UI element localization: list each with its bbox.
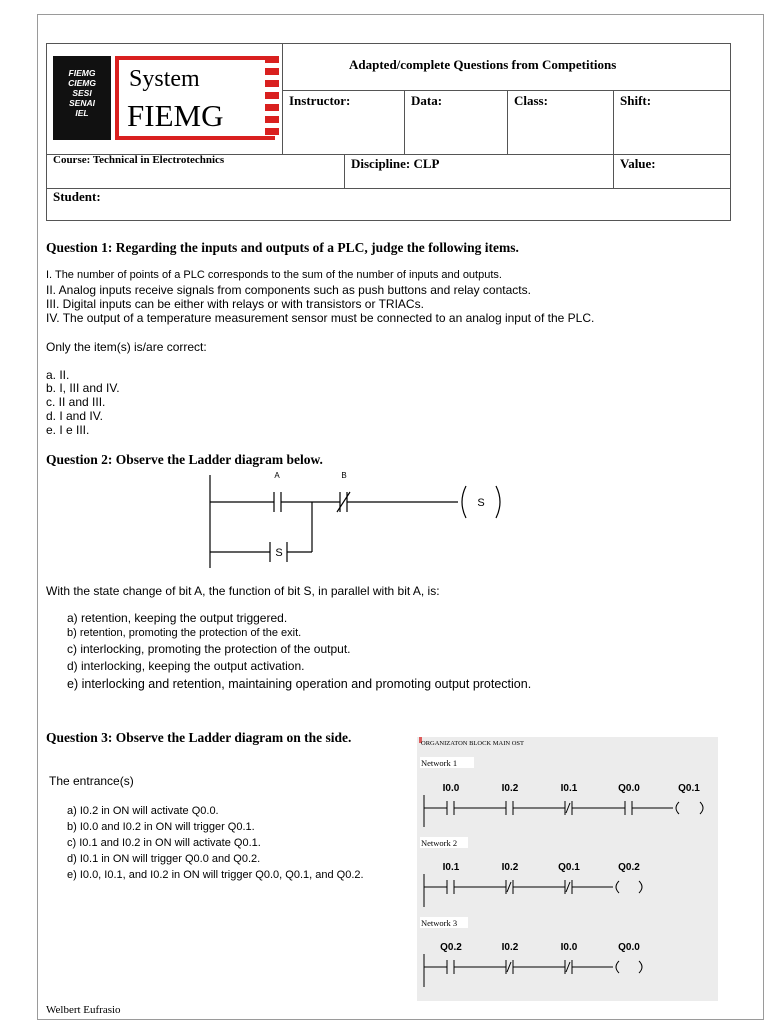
class-label: Class: [514,93,548,108]
q2-option: e) interlocking and retention, maintaining operation and promoting output protection. [67,677,532,691]
logo-fiemg-text: FIEMG [127,98,224,133]
q1-item: I. The number of points of a PLC corresponds to the sum of the number of inputs and outputs. [46,269,502,281]
network-1-coil-label: Q0.1 [678,783,700,794]
network-1-label: Network 1 [421,758,458,768]
q1-option: b. I, III and IV. [46,381,120,395]
q1-option: e. I e III. [46,423,90,437]
q3-option: e) I0.0, I0.1, and I0.2 in ON will trigger Q0.0, Q0.1, and Q0.2. [67,869,364,881]
course-label: Course: Technical in Electrotechnics [53,154,225,166]
q3-option: b) I0.0 and I0.2 in ON will trigger Q0.1. [67,821,255,833]
q3-option: a) I0.2 in ON will activate Q0.0. [67,805,219,817]
block-title: ORGANIZATON BLOCK MAIN OST [421,740,524,747]
question-1-title: Question 1: Regarding the inputs and outputs of a PLC, judge the following items. [46,240,519,255]
q1-item: IV. The output of a temperature measurement sensor must be connected to an analog input of the PLC. [46,311,595,325]
student-label: Student: [53,189,101,204]
network-1-contact-label: I0.0 [442,783,460,794]
header-divider [344,154,345,188]
logo-bars [265,56,279,140]
shift-label: Shift: [620,93,652,108]
logo-entity: FIEMG [68,68,96,78]
ladder-diagram-q3 [417,737,718,1001]
logo-entity: SESI [72,88,92,98]
network-2-coil-label: Q0.2 [618,862,640,873]
ladder-label-b: B [341,471,347,480]
header-divider [404,90,405,154]
q3-prompt: The entrance(s) [49,774,134,788]
discipline-label: Discipline: CLP [351,156,440,171]
logo-system-block [115,56,275,140]
ladder-contact-s-label: S [275,547,283,559]
q1-option: d. I and IV. [46,409,103,423]
q1-option: c. II and III. [46,395,106,409]
q1-prompt: Only the item(s) is/are correct: [46,340,207,354]
network-2-label: Network 2 [421,838,458,848]
q2-option: a) retention, keeping the output triggered. [67,611,288,625]
logo-entity: IEL [75,108,89,118]
q2-prompt: With the state change of bit A, the function of bit S, in parallel with bit A, is: [46,584,440,598]
competitions-title: Adapted/complete Questions from Competitions [349,57,617,72]
logo-entities-block [53,56,111,140]
instructor-label: Instructor: [289,93,351,108]
network-1-contact-label: Q0.0 [618,783,640,794]
q1-item: II. Analog inputs receive signals from components such as push buttons and relay contacts. [46,283,531,297]
header-divider [507,90,508,154]
q3-option: c) I0.1 and I0.2 in ON will activate Q0.1. [67,837,261,849]
header-divider [282,43,283,154]
logo-entity: SENAI [69,98,95,108]
logo-entity: CIEMG [68,78,96,88]
q2-option: b) retention, promoting the protection of the exit. [67,627,302,639]
network-3-contact-label: I0.0 [560,942,578,953]
fiemg-logo [53,56,275,140]
footer-author: Welbert Eufrasio [46,1004,121,1016]
header-divider [613,90,614,188]
data-label: Data: [411,93,443,108]
logo-system-text: System [129,66,200,92]
q1-option: a. II. [46,368,70,382]
question-3-title: Question 3: Observe the Ladder diagram on the side. [46,730,352,745]
q1-item: III. Digital inputs can be either with relays or with transistors or TRIACs. [46,297,424,311]
value-label: Value: [620,156,656,171]
q3-option: d) I0.1 in ON will trigger Q0.0 and Q0.2. [67,853,261,865]
network-1-contact-label: I0.1 [560,783,578,794]
network-2-contact-label: I0.2 [501,862,519,873]
network-3-contact-label: I0.2 [501,942,519,953]
network-3-label: Network 3 [421,918,458,928]
network-2-contact-label: I0.1 [442,862,460,873]
ladder-label-a: A [274,471,280,480]
network-1-contact-label: I0.2 [501,783,519,794]
network-2-contact-label: Q0.1 [558,862,580,873]
question-2-title: Question 2: Observe the Ladder diagram below. [46,452,323,467]
q2-option: d) interlocking, keeping the output activation. [67,659,305,673]
ladder-coil-s-label: S [477,497,485,509]
header-divider [46,188,731,189]
ladder-diagram-q2 [200,470,530,570]
network-3-contact-label: Q0.2 [440,942,462,953]
network-3-coil-label: Q0.0 [618,942,640,953]
q2-option: c) interlocking, promoting the protection of the output. [67,642,351,656]
